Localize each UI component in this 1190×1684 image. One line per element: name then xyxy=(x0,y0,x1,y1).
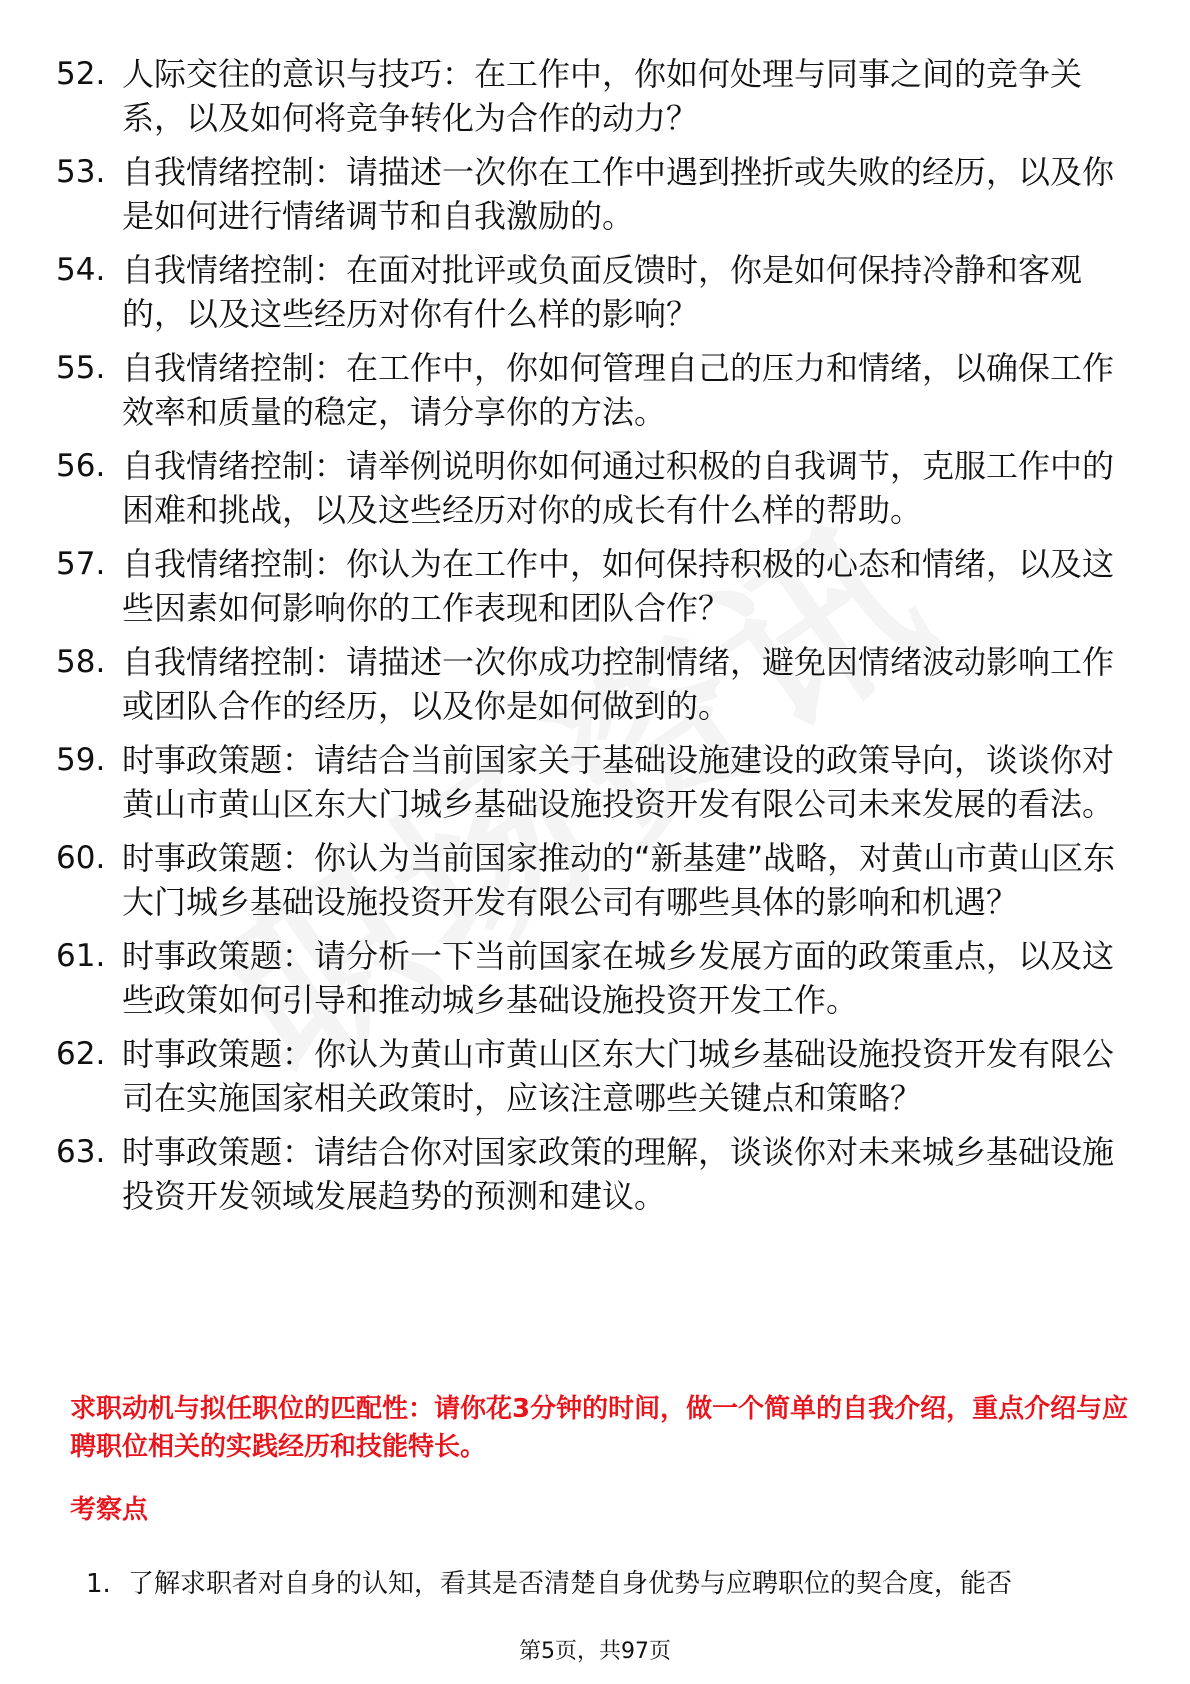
question-number: 55. xyxy=(56,350,106,386)
question-item xyxy=(56,150,1136,238)
question-text: 时事政策题：你认为当前国家推动的“新基建”战略，对黄山市黄山区东大门城乡基础设施投资开发有限公司有哪些具体的影响和机遇？ xyxy=(122,839,1116,921)
question-item xyxy=(56,836,1136,924)
point-number: 1. xyxy=(86,1569,111,1599)
question-text: 自我情绪控制：在面对批评或负面反馈时，你是如何保持冷静和客观的，以及这些经历对你有什么样的影响？ xyxy=(122,251,1083,333)
assessment-points xyxy=(86,1565,1136,1603)
question-number: 52. xyxy=(56,56,106,92)
page-footer: 第5页，共97页 xyxy=(519,1639,671,1664)
question-text: 自我情绪控制：请描述一次你成功控制情绪，避免因情绪波动影响工作或团队合作的经历，以及你是如何做到的。 xyxy=(122,643,1115,725)
question-item xyxy=(56,934,1136,1022)
question-item xyxy=(56,248,1136,336)
question-text: 时事政策题：请结合你对国家政策的理解，谈谈你对未来城乡基础设施投资开发领域发展趋势的预测和建议。 xyxy=(122,1133,1115,1215)
question-item xyxy=(56,444,1136,532)
question-number: 60. xyxy=(56,840,106,876)
question-list xyxy=(56,52,1136,1228)
question-number: 54. xyxy=(56,252,106,288)
question-item xyxy=(56,346,1136,434)
question-number: 58. xyxy=(56,644,106,680)
question-text: 时事政策题：你认为黄山市黄山区东大门城乡基础设施投资开发有限公司在实施国家相关政策时，应该注意哪些关键点和策略？ xyxy=(122,1035,1115,1117)
question-text: 时事政策题：请分析一下当前国家在城乡发展方面的政策重点，以及这些政策如何引导和推动城乡基础设施投资开发工作。 xyxy=(122,937,1115,1019)
question-text: 自我情绪控制：你认为在工作中，如何保持积极的心态和情绪，以及这些因素如何影响你的工作表现和团队合作？ xyxy=(122,545,1115,627)
question-text: 自我情绪控制：在工作中，你如何管理自己的压力和情绪，以确保工作效率和质量的稳定，请分享你的方法。 xyxy=(122,349,1115,431)
question-number: 57. xyxy=(56,546,106,582)
question-number: 59. xyxy=(56,742,106,778)
question-number: 56. xyxy=(56,448,106,484)
assessment-point xyxy=(86,1565,1136,1603)
question-item xyxy=(56,542,1136,630)
question-item xyxy=(56,1032,1136,1120)
question-item xyxy=(56,52,1136,140)
question-text: 人际交往的意识与技巧：在工作中，你如何处理与同事之间的竞争关系，以及如何将竞争转化为合作的动力？ xyxy=(122,55,1083,137)
question-number: 62. xyxy=(56,1036,106,1072)
question-item xyxy=(56,640,1136,728)
question-text: 自我情绪控制：请描述一次你在工作中遇到挫折或失败的经历，以及你是如何进行情绪调节和自我激励的。 xyxy=(122,153,1115,235)
highlight-question: 求职动机与拟任职位的匹配性：请你花3分钟的时间，做一个简单的自我介绍，重点介绍与应聘职位相关的实践经历和技能特长。 xyxy=(70,1394,1129,1462)
question-number: 61. xyxy=(56,938,106,974)
question-item xyxy=(56,738,1136,826)
question-text: 时事政策题：请结合当前国家关于基础设施建设的政策导向，谈谈你对黄山市黄山区东大门城乡基础设施投资开发有限公司未来发展的看法。 xyxy=(122,741,1115,823)
question-text: 自我情绪控制：请举例说明你如何通过积极的自我调节，克服工作中的困难和挑战，以及这些经历对你的成长有什么样的帮助。 xyxy=(122,447,1115,529)
point-text: 了解求职者对自身的认知，看其是否清楚自身优势与应聘职位的契合度，能否 xyxy=(128,1569,1013,1599)
section-heading: 考察点 xyxy=(70,1495,149,1525)
question-number: 63. xyxy=(56,1134,106,1170)
question-number: 53. xyxy=(56,154,106,190)
question-item xyxy=(56,1130,1136,1218)
